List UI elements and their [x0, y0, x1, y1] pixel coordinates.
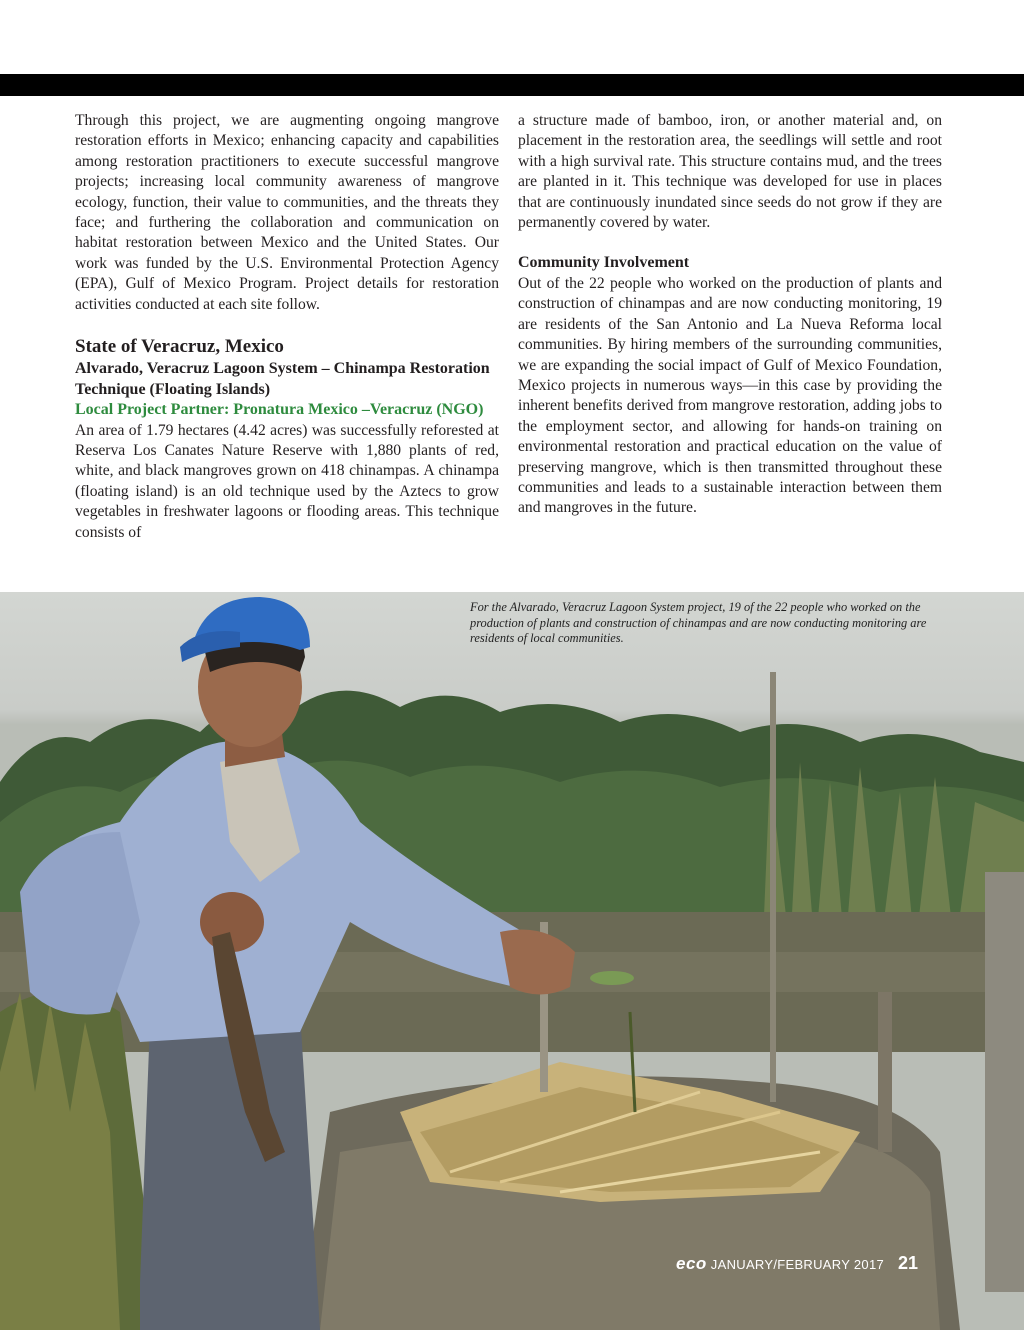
site-heading: Alvarado, Veracruz Lagoon System – Chinampa Restoration Technique (Floating Islands)	[75, 360, 490, 398]
state-heading: State of Veracruz, Mexico	[75, 336, 284, 358]
site-paragraph: An area of 1.79 hectares (4.42 acres) was successfully reforested at Reserva Los Canates Nature Reserve with 1,880 plants of red, white, and black mangroves grown on 418 chinampas. A chinampa (floating island) is an old technique used by the Aztecs to grow vegetables in freshwater lagoons or flooding areas. This technique consists of	[75, 421, 499, 541]
community-paragraph: Out of the 22 people who worked on the production of plants and construction of chinampas and are now conducting monitoring, 19 are residents of the San Antonio and La Nueva Reforma local communities. By hiring members of the surrounding communities, we are expanding the social impact of Gulf of Mexico Foundation, Mexico projects in numerous ways—in this case by providing the inherent benefits derived from mangrove restoration, adding jobs to the employment sector, and allowing for hands-on training on environmental restoration and practical education on the value of preserving mangrove, which is then transmitted throughout these communities and leads to a sustainable interaction between them and mangroves in the future.	[518, 274, 942, 517]
page-footer	[676, 1253, 918, 1277]
header-bar	[0, 74, 1024, 96]
partner-heading: Local Project Partner: Pronatura Mexico –Veracruz (NGO)	[75, 401, 484, 419]
community-heading: Community Involvement	[518, 254, 690, 272]
page-number: 21	[898, 1253, 919, 1273]
chinampa-paragraph: a structure made of bamboo, iron, or another material and, on placement in the restoration area, the seedlings will settle and root with a high survival rate. This structure contains mud, and the trees are planted in it. This technique was developed for use in places that are continuously inundated since seeds do not grow if they are permanently covered by water.	[518, 112, 942, 232]
right-column	[518, 111, 942, 519]
field-photo	[0, 592, 1024, 1330]
photo-caption: For the Alvarado, Veracruz Lagoon System project, 19 of the 22 people who worked on the production of plants and construction of chinampas and are now conducting monitoring are residents of local communities.	[470, 600, 927, 645]
left-column	[75, 111, 499, 543]
magazine-logo: eco	[676, 1254, 707, 1273]
issue-date: JANUARY/FEBRUARY 2017	[710, 1257, 885, 1272]
intro-paragraph: Through this project, we are augmenting ongoing mangrove restoration efforts in Mexico; enhancing capacity and capabilities among restoration practitioners to execute successful mangrove projects; increasing local community awareness of mangrove ecology, function, their value to communities, and the threats they face; and furthering the collaboration and communication on habitat restoration between Mexico and the United States. Our work was funded by the U.S. Environmental Protection Agency (EPA), Gulf of Mexico Program. Project details for restoration activities conducted at each site follow.	[75, 112, 499, 313]
